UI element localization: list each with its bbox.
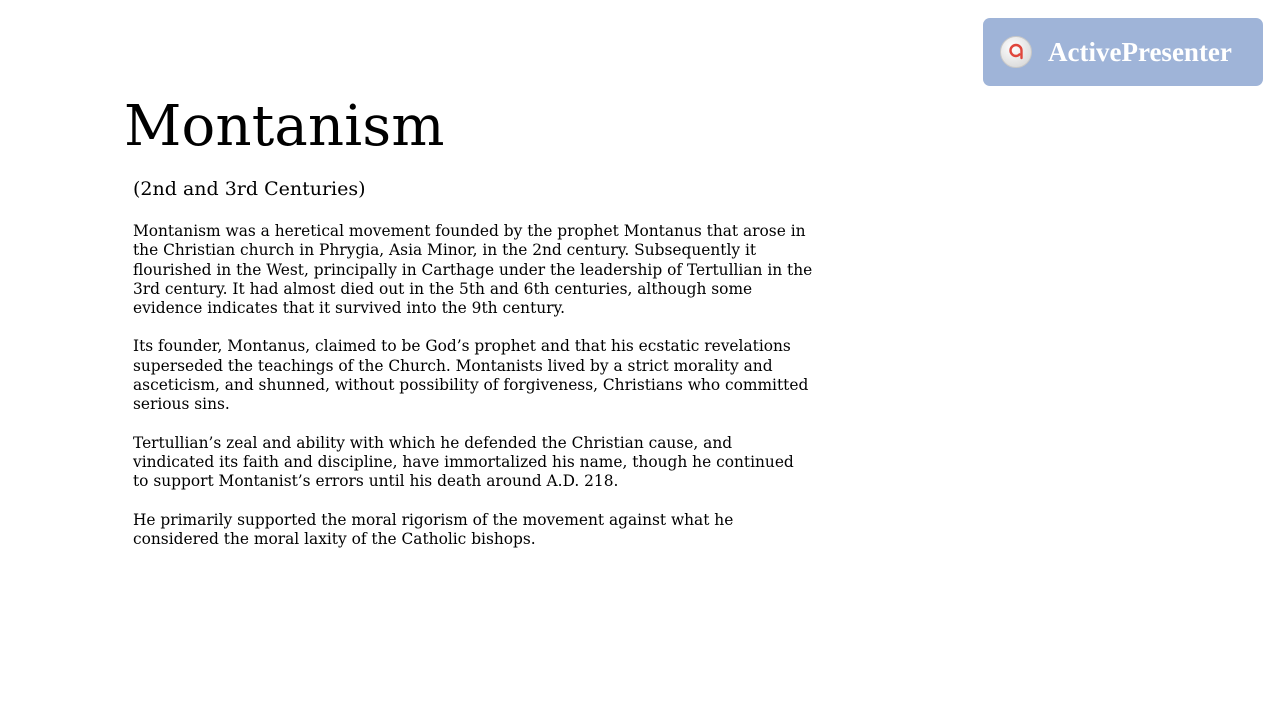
paragraph-1: Montanism was a heretical movement founded by the prophet Montanus that arose in the Christian church in Phrygia, Asia Minor, in the 2nd century. Subsequently it flourished in the West, principally in Carthage under the leadership of Tertullian in the 3rd century. It had almost died out in the 5th and 6th centuries, although some evidence indicates that it survived into the 9th century.: [133, 222, 813, 318]
slide-subtitle: (2nd and 3rd Centuries): [133, 178, 366, 200]
activepresenter-watermark: [983, 18, 1263, 86]
paragraph-2: Its founder, Montanus, claimed to be God’s prophet and that his ecstatic revelations superseded the teachings of the Church. Montanists lived by a strict morality and asceticism, and shunned, without possibility of forgiveness, Christians who committed serious sins.: [133, 337, 809, 414]
paragraph-3: Tertullian’s zeal and ability with which he defended the Christian cause, and vindicated its faith and discipline, have immortalized his name, though he continued to support Montanist’s errors until his death around A.D. 218.: [133, 433, 794, 491]
activepresenter-label: ActivePresenter: [1048, 37, 1232, 67]
paragraph-4: He primarily supported the moral rigorism of the movement against what he considered the moral laxity of the Catholic bishops.: [133, 510, 734, 548]
slide-title: Montanism: [124, 94, 445, 159]
activepresenter-logo-icon: [1000, 36, 1032, 68]
slide-body-text: [133, 222, 813, 568]
